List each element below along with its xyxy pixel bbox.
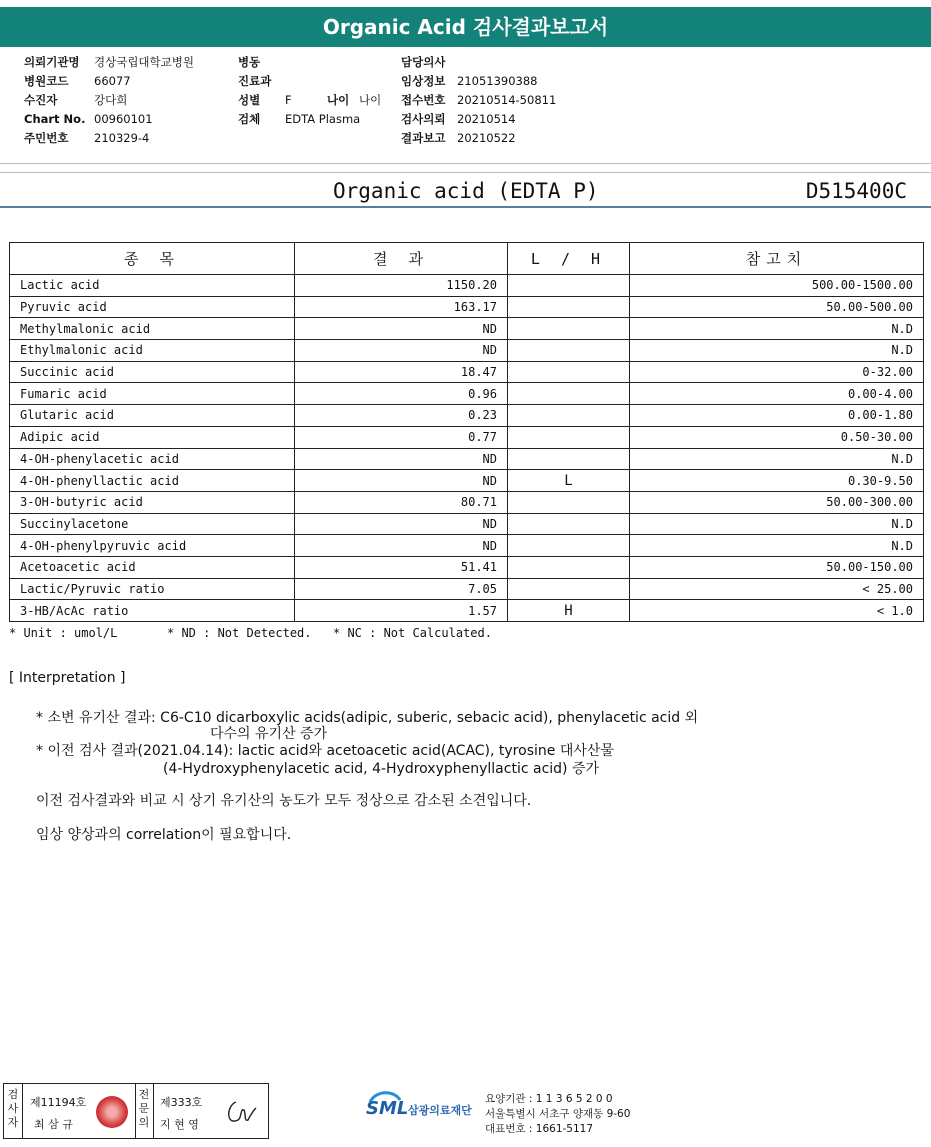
divider [0,172,931,173]
age-value: 나이 [359,93,382,107]
signature-icon [222,1096,262,1130]
cell-result: 7.05 [295,578,508,600]
cell-ref: N.D [630,318,924,340]
table-row [10,383,924,405]
cell-flag [508,405,630,427]
table-row [10,361,924,383]
cell-flag: L [508,470,630,492]
cell-ref: 50.00-300.00 [630,491,924,513]
cell-flag [508,296,630,318]
cell-item: Lactic/Pyruvic ratio [10,578,295,600]
cell-flag [508,491,630,513]
table-row [10,448,924,470]
cell-item: 4-OH-phenyllactic acid [10,470,295,492]
patient-name-value: 강다희 [94,93,128,107]
divider [0,163,931,164]
cell-item: Adipic acid [10,426,295,448]
test-code: D515400C [805,179,907,203]
seal-stamp [96,1096,128,1128]
cell-ref: N.D [630,448,924,470]
cell-item: 3-OH-butyric acid [10,491,295,513]
org-location: 서울특별시 서초구 양재동 9-60 [485,1108,631,1120]
specimen-value: EDTA Plasma [285,112,361,126]
footnotes [9,626,909,644]
cell-result: 51.41 [295,556,508,578]
cell-flag [508,318,630,340]
interpretation-line: * 이전 검사 결과(2021.04.14): lactic acid와 acetoacetic acid(ACAC), tyrosine 대사산물 [36,743,614,759]
test-title-row [0,176,931,206]
cell-result: ND [295,470,508,492]
cell-ref: 50.00-150.00 [630,556,924,578]
ward-label: 병동 [238,55,261,69]
interpretation-line: * 소변 유기산 결과: C6-C10 dicarboxylic acids(adipic, suberic, sebacic acid), phenylacetic acid 외 [36,710,699,726]
chart-no-label: Chart No. [24,112,86,126]
divider [22,1084,23,1138]
cell-item: Pyruvic acid [10,296,295,318]
cell-item: Methylmalonic acid [10,318,295,340]
result-report-value: 20210522 [457,131,516,145]
cell-result: 18.47 [295,361,508,383]
org-name: 삼광의료재단 [408,1104,472,1117]
cell-item: Acetoacetic acid [10,556,295,578]
divider [135,1084,136,1138]
cell-result: ND [295,448,508,470]
cell-item: Fumaric acid [10,383,295,405]
cell-ref: 0.00-4.00 [630,383,924,405]
table-row [10,578,924,600]
table-header-row [10,243,924,275]
reviewer-name: 지 현 영 [160,1118,199,1131]
col-header-reference: 참고치 [630,243,924,275]
reviewer-label: 전문의 [138,1088,150,1129]
logo-text: SML [366,1098,409,1119]
patient-info-mid [238,53,381,129]
requesting-institution-label: 의뢰기관명 [24,55,80,69]
table-row [10,426,924,448]
cell-item: Succinylacetone [10,513,295,535]
interpretation-line: (4-Hydroxyphenylacetic acid, 4-Hydroxyphenyllactic acid) 증가 [163,761,600,777]
hospital-code-label: 병원코드 [24,74,69,88]
cell-result: 1150.20 [295,275,508,297]
cell-item: 4-OH-phenylpyruvic acid [10,535,295,557]
cell-item: Glutaric acid [10,405,295,427]
cell-ref: 0.50-30.00 [630,426,924,448]
table-row [10,275,924,297]
department-label: 진료과 [238,74,272,88]
cell-ref: N.D [630,535,924,557]
cell-flag [508,448,630,470]
patient-info-left [24,53,194,148]
table-row [10,535,924,557]
cell-flag [508,361,630,383]
examiner-label: 검사자 [7,1088,19,1129]
cell-result: 0.96 [295,383,508,405]
interpretation-line: 임상 양상과의 correlation이 필요합니다. [36,827,292,843]
receipt-no-label: 접수번호 [401,93,446,107]
cell-flag [508,275,630,297]
report-footer [0,1080,931,1140]
cell-ref: 50.00-500.00 [630,296,924,318]
clinical-info-value: 21051390388 [457,74,538,88]
cell-item: Ethylmalonic acid [10,340,295,362]
cell-result: 80.71 [295,491,508,513]
cell-ref: N.D [630,513,924,535]
cell-flag [508,535,630,557]
specimen-label: 검체 [238,112,261,126]
cell-ref: 0.00-1.80 [630,405,924,427]
cell-ref: 0-32.00 [630,361,924,383]
clinical-info-label: 임상정보 [401,74,446,88]
table-row [10,318,924,340]
cell-result: 0.23 [295,405,508,427]
patient-name-label: 수진자 [24,93,58,107]
cell-result: ND [295,340,508,362]
table-row [10,491,924,513]
cell-result: ND [295,318,508,340]
cell-flag [508,513,630,535]
cell-result: 0.77 [295,426,508,448]
table-row [10,600,924,622]
table-row [10,405,924,427]
org-facility-code: 요양기관 : 1 1 3 6 5 2 0 0 [485,1093,613,1105]
receipt-no-value: 20210514-50811 [457,93,557,107]
org-address [485,1092,630,1137]
resident-no-value: 210329-4 [94,131,150,145]
unit-note: * Unit : umol/L [9,626,118,640]
test-request-label: 검사의뢰 [401,112,446,126]
table-row [10,340,924,362]
cell-result: 1.57 [295,600,508,622]
nc-note: * NC : Not Calculated. [333,626,492,640]
col-header-flag: L / H [508,243,630,275]
signature-box [3,1083,269,1139]
examiner-license: 제11194호 [30,1096,87,1109]
reviewer-license: 제333호 [160,1096,203,1109]
cell-result: 163.17 [295,296,508,318]
patient-info-right [401,53,556,148]
cell-item: 3-HB/AcAc ratio [10,600,295,622]
test-name: Organic acid (EDTA P) [333,179,599,203]
org-phone: 대표번호 : 1661-5117 [485,1123,594,1135]
report-title: Organic Acid 검사결과보고서 [0,7,931,47]
age-label: 나이 [327,93,350,107]
sml-logo [366,1088,486,1128]
interpretation-line: 이전 검사결과와 비교 시 상기 유기산의 농도가 모두 정상으로 감소된 소견입니다. [36,793,532,809]
cell-ref: < 25.00 [630,578,924,600]
hospital-code-value: 66077 [94,74,131,88]
col-header-item: 종 목 [10,243,295,275]
cell-ref: N.D [630,340,924,362]
cell-result: ND [295,513,508,535]
divider [153,1084,154,1138]
cell-result: ND [295,535,508,557]
examiner-name: 최 삼 규 [34,1118,73,1131]
sex-label: 성별 [238,93,261,107]
divider [0,206,931,208]
cell-flag [508,578,630,600]
cell-flag [508,340,630,362]
results-table [9,242,924,622]
col-header-result: 결 과 [295,243,508,275]
table-row [10,513,924,535]
table-row [10,556,924,578]
result-report-label: 결과보고 [401,131,446,145]
requesting-institution-value: 경상국립대학교병원 [94,55,194,69]
cell-item: Lactic acid [10,275,295,297]
table-row [10,296,924,318]
cell-item: Succinic acid [10,361,295,383]
cell-ref: 0.30-9.50 [630,470,924,492]
cell-ref: 500.00-1500.00 [630,275,924,297]
cell-item: 4-OH-phenylacetic acid [10,448,295,470]
nd-note: * ND : Not Detected. [167,626,312,640]
test-request-value: 20210514 [457,112,516,126]
sex-value: F [285,93,292,107]
physician-label: 담당의사 [401,55,446,69]
table-row [10,470,924,492]
interpretation-line: 다수의 유기산 증가 [210,726,328,742]
interpretation-title: [ Interpretation ] [9,670,126,686]
patient-info [0,53,931,163]
cell-ref: < 1.0 [630,600,924,622]
cell-flag [508,556,630,578]
resident-no-label: 주민번호 [24,131,69,145]
chart-no-value: 00960101 [94,112,153,126]
cell-flag [508,426,630,448]
cell-flag [508,383,630,405]
cell-flag: H [508,600,630,622]
